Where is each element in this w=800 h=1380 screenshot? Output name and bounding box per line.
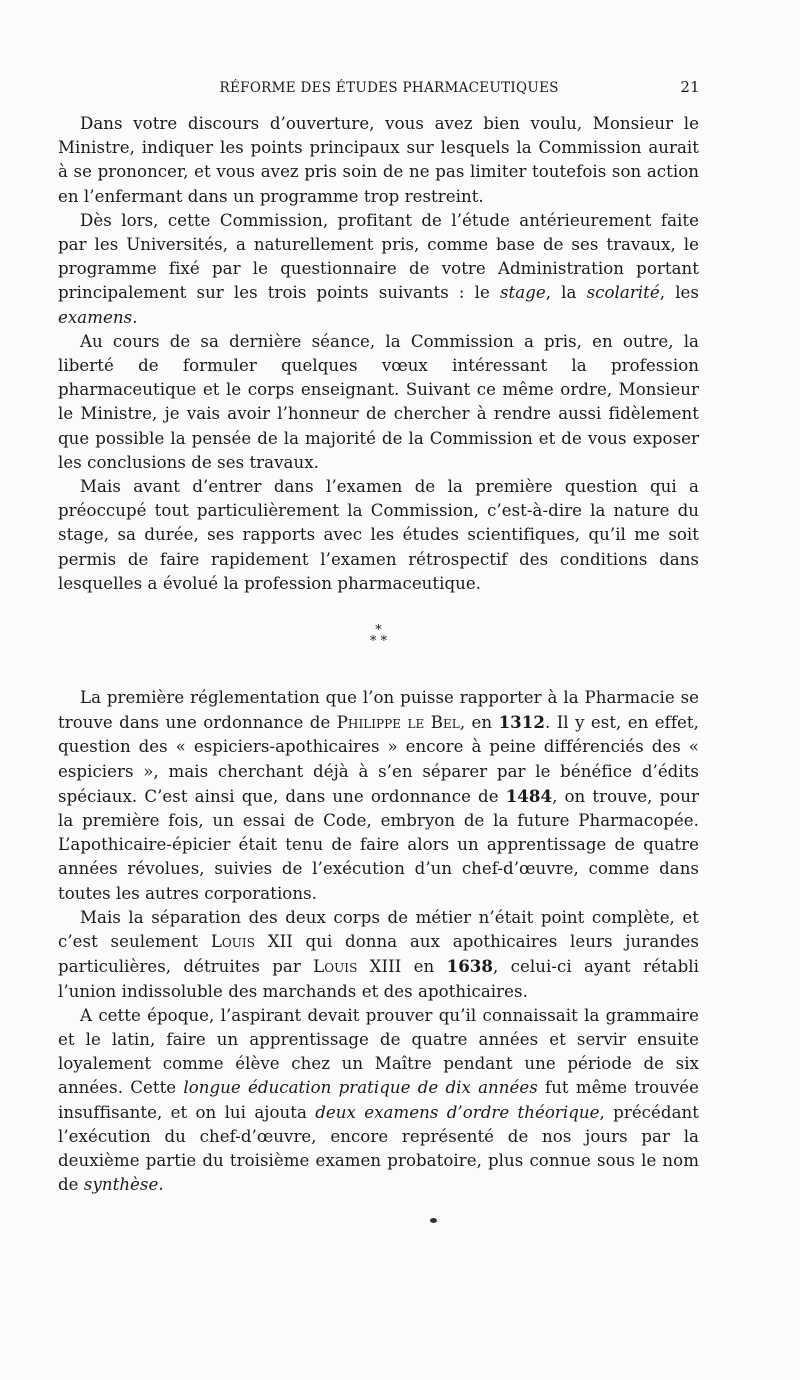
paragraph-3: Au cours de sa dernière séance, la Commission a pris, en outre, la liberté de formuler quelques vœux intéressant la profession pharmaceutique et le corps enseignant. Suivant ce même ordre, Monsieur le Ministre, je vais avoir l’honneur de chercher à rendre aussi fidèlement que possible la pensée de la majorité de la Commission et de vous exposer les conclusions de ses travaux.: [58, 331, 699, 472]
paragraph-2-text-a: Dès lors, cette Commission, profitant de l’étude antérieurement faite par les Universités, a naturellement pris, comme base de ses travaux, le programme fixé par le questionnaire de votre Administration portant principalement sur les trois points suivants : le: [58, 210, 699, 303]
year-1484: 1484: [505, 785, 553, 806]
printer-mark: [430, 1218, 437, 1223]
paragraph-6-text-a: Mais la séparation des deux corps de métier n’était point complète, et c’est seulement: [58, 907, 699, 952]
paragraph-1: Dans votre discours d’ouverture, vous avez bien voulu, Monsieur le Ministre, indiquer les points principaux sur lesquels la Commission aurait à se prononcer, et vous avez pris soin de ne pas limiter toutefois son action en l’enfermant dans un programme trop restreint.: [58, 114, 699, 206]
paragraph-6-text-c: en: [401, 957, 447, 977]
paragraph-2: [58, 209, 699, 330]
term-synthese: synthèse: [83, 1175, 159, 1195]
asterism-divider: [58, 623, 699, 650]
paragraph-7-text-c: , précédant l’exécution du chef-d’œuvre, encore représenté de nos jours par la deuxième partie du troisième examen probatoire, plus connue sous le nom de: [58, 1102, 699, 1195]
paragraph-5-text-b: , en: [459, 713, 499, 733]
asterism-bottom: * *: [369, 634, 388, 650]
paragraph-6-text-d: , celui-ci ayant rétabli l’union indissoluble des marchands et des apothicaires.: [58, 957, 699, 1001]
phrase-longue-education: longue éducation pratique de dix années: [183, 1078, 538, 1098]
paragraph-7-text-b: fut même trouvée insuffisante, et on lui ajouta: [58, 1078, 699, 1122]
running-title: RÉFORME DES ÉTUDES PHARMACEUTIQUES: [219, 80, 559, 96]
paragraph-2-text-d: .: [132, 307, 138, 327]
paragraph-5-text-c: . Il y est, en effet, question des « espiciers-apothicaires » encore à peine différenciés des « espiciers », mais cherchant déjà à s’en séparer par le bénéfice d’édits spéciaux. C’est ainsi que, dans une ordonnance de: [58, 713, 699, 806]
paragraph-5: [58, 686, 699, 906]
paragraph-6-text-b: qui donna aux apothicaires leurs jurandes particulières, détruites par: [58, 932, 699, 977]
page-number: 21: [680, 78, 700, 96]
paragraph-2-text-c: , les: [659, 283, 699, 303]
year-1312: 1312: [498, 712, 545, 733]
name-louis-xii: Louis XII: [210, 932, 293, 952]
year-1638: 1638: [446, 956, 493, 977]
paragraph-5-text-d: , on trouve, pour la première fois, un essai de Code, embryon de la future Pharmacopée. L’apothicaire-épicier était tenu de faire alors un apprentissage de quatre années révolues, suivies de l’exécution d’un chef-d’œuvre, comme dans toutes les autres corporations.: [58, 786, 699, 903]
name-louis-xiii: Louis XIII: [313, 957, 402, 977]
phrase-deux-examens: deux examens d’ordre théorique: [315, 1102, 600, 1122]
term-scolarite: scolarité: [586, 283, 660, 303]
asterism-top: *: [375, 623, 382, 639]
paragraph-7-text-d: .: [158, 1175, 164, 1195]
paragraph-2-text-b: , la: [545, 283, 587, 303]
body-text: [58, 112, 699, 1197]
paragraph-6: [58, 906, 699, 1004]
running-head: [58, 78, 700, 96]
paragraph-4: Mais avant d’entrer dans l’examen de la première question qui a préoccupé tout particulièrement la Commission, c’est-à-dire la nature du stage, sa durée, ses rapports avec les études scientifiques, qu’il me soit permis de faire rapidement l’examen rétrospectif des conditions dans lesquelles a évolué la profession pharmaceutique.: [58, 477, 699, 593]
name-philippe-le-bel: Philippe le Bel: [336, 713, 460, 733]
term-stage: stage: [499, 283, 546, 303]
paragraph-5-text-a: La première réglementation que l’on puisse rapporter à la Pharmacie se trouve dans une ordonnance de: [58, 688, 699, 733]
paragraph-7-text-a: A cette époque, l’aspirant devait prouver qu’il connaissait la grammaire et le latin, faire un apprentissage de quatre années et servir ensuite loyalement comme élève chez un Maître pendant une période de six années. Cette: [58, 1005, 699, 1098]
term-examens: examens: [58, 307, 133, 327]
paragraph-7: [58, 1004, 699, 1198]
